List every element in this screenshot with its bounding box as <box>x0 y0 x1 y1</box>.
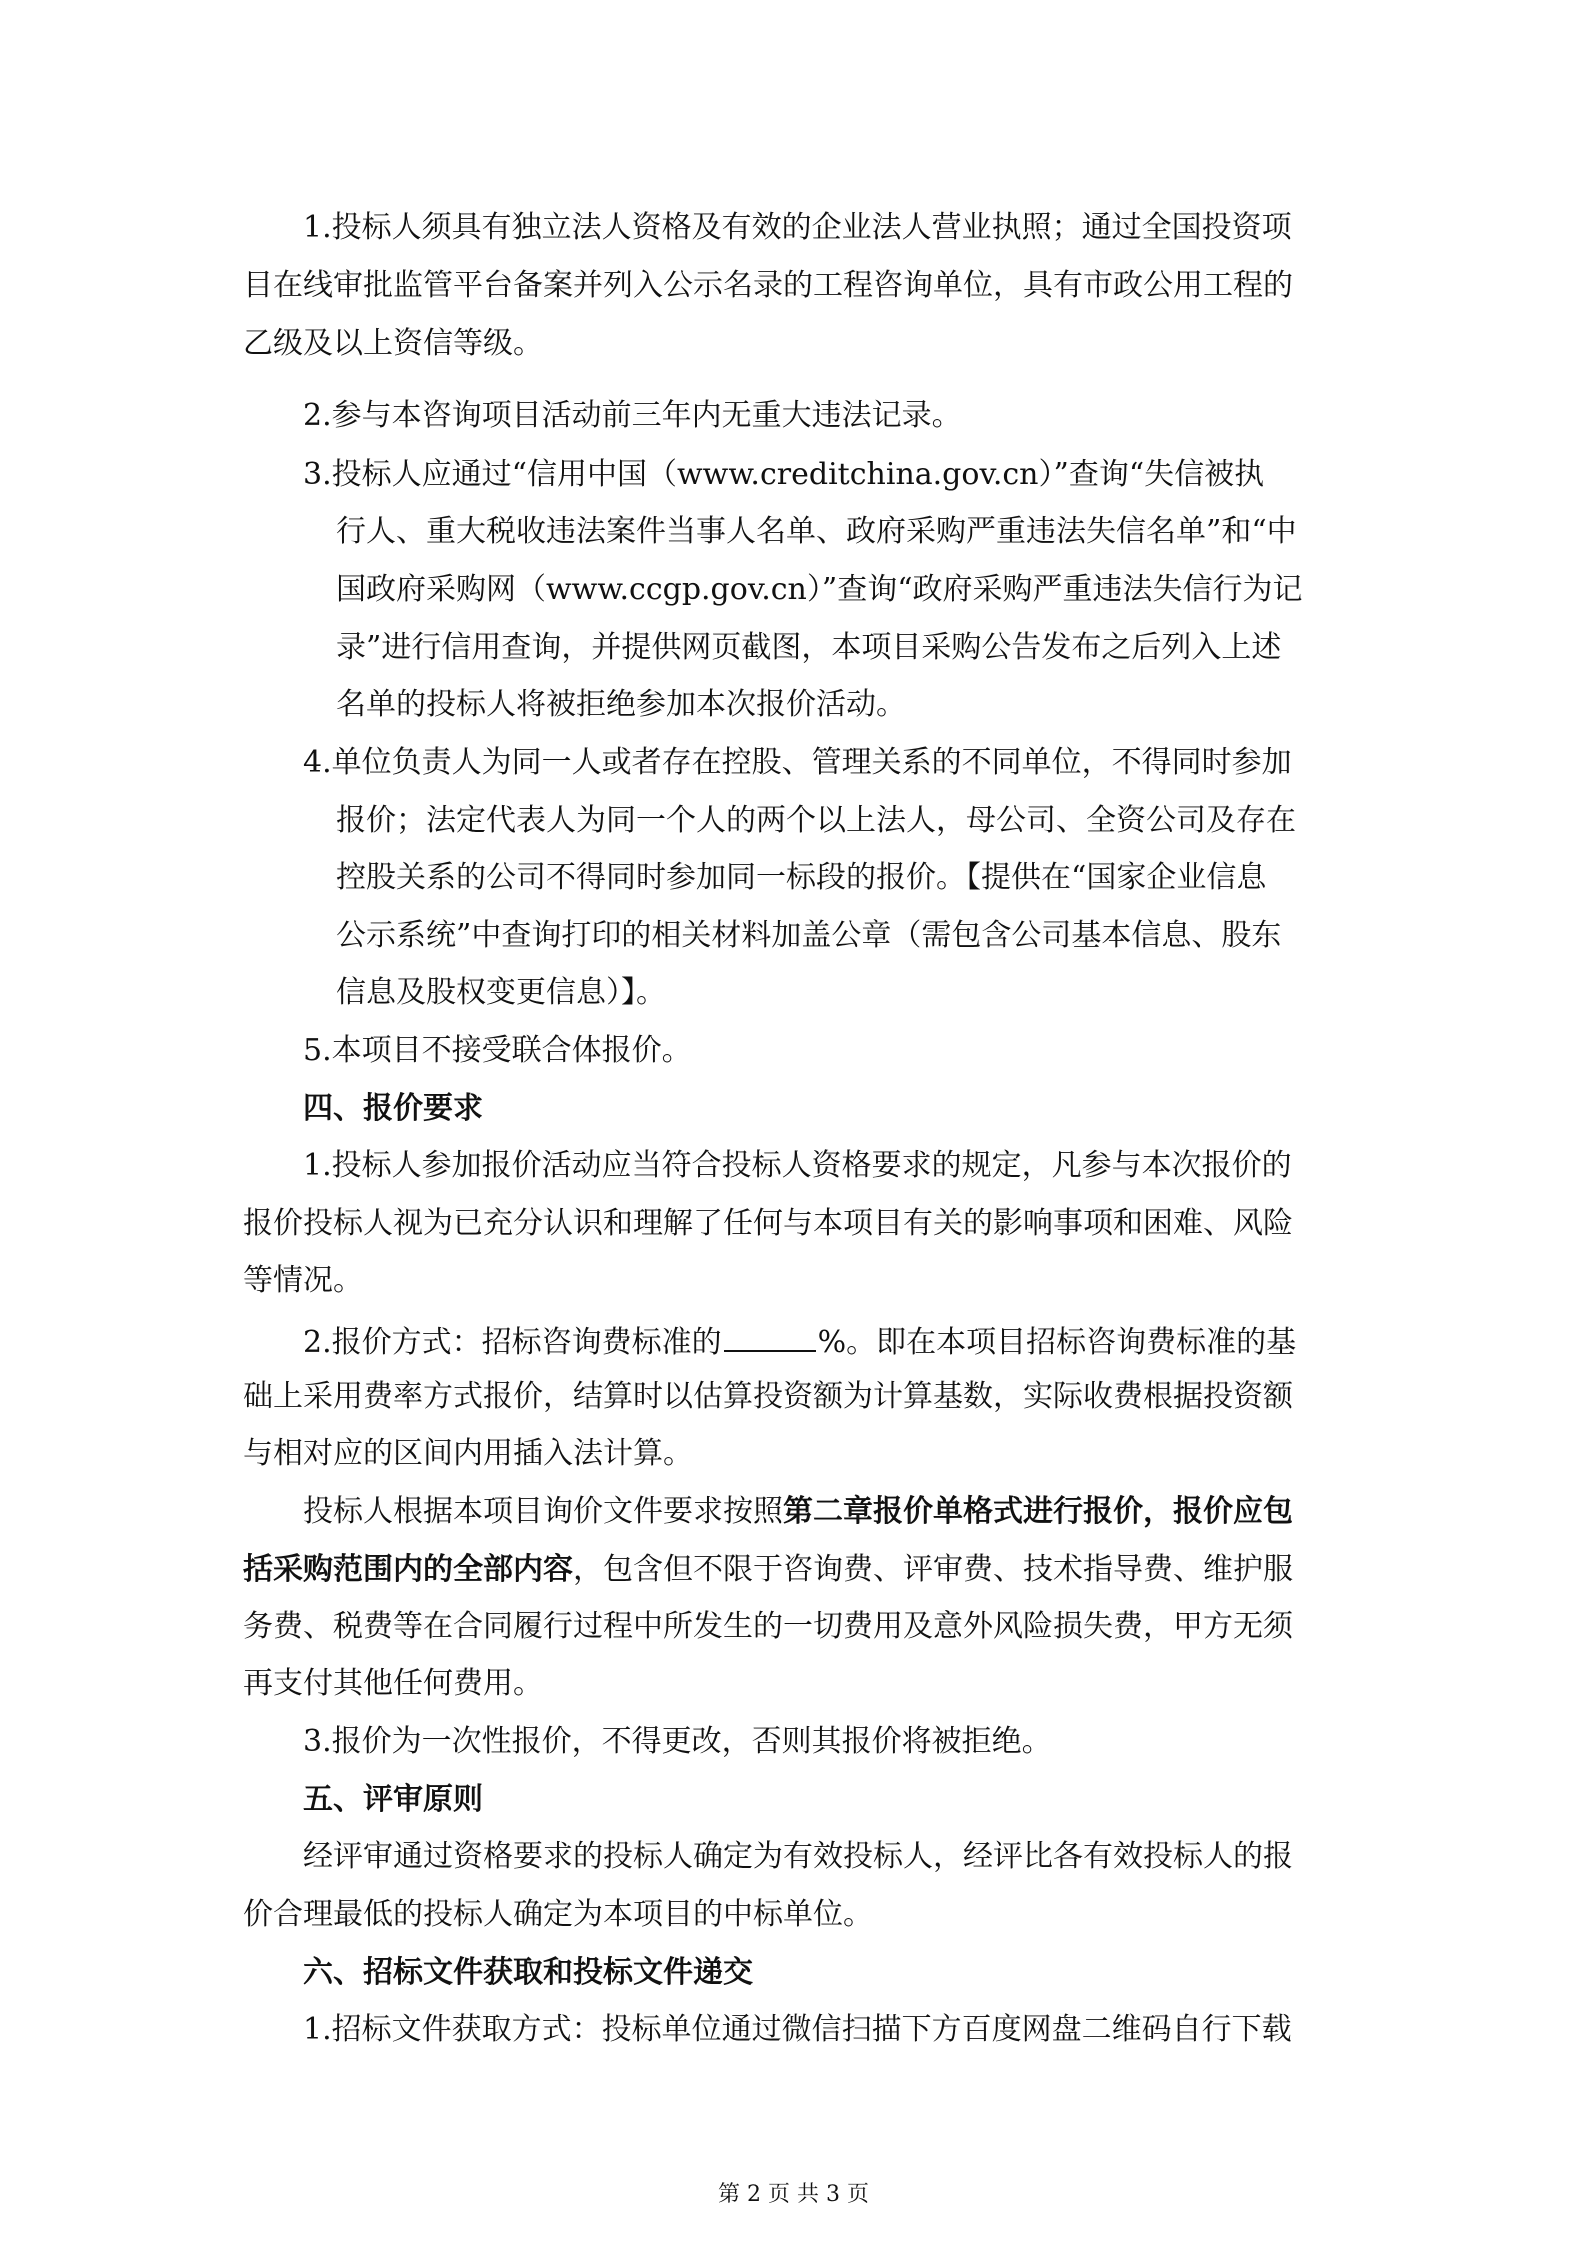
qualification-item-3-line-4: 录”进行信用查询，并提供网页截图，本项目采购公告发布之后列入上述 <box>336 630 1282 665</box>
quote-item-2-text-b: %。即在本项目招标咨询费标准的基 <box>817 1325 1297 1360</box>
qualification-item-1-line-1: 1.投标人须具有独立法人资格及有效的企业法人营业执照；通过全国投资项 <box>303 210 1292 245</box>
qualification-item-3-line-2: 行人、重大税收违法案件当事人名单、政府采购严重违法失信名单”和“中 <box>336 514 1297 549</box>
section-5-heading: 五、评审原则 <box>303 1782 483 1817</box>
quote-para-line-4: 再支付其他任何费用。 <box>243 1666 543 1701</box>
qualification-item-4-line-3: 控股关系的公司不得同时参加同一标段的报价。【提供在“国家企业信息 <box>336 860 1267 895</box>
qualification-item-2: 2.参与本咨询项目活动前三年内无重大违法记录。 <box>303 398 962 433</box>
quote-para-text-b: ，包含但不限于咨询费、评审费、技术指导费、维护服 <box>573 1552 1293 1587</box>
quote-para-text-a: 投标人根据本项目询价文件要求按照 <box>303 1494 783 1529</box>
qualification-item-3-line-1: 3.投标人应通过“信用中国（www.creditchina.gov.cn）”查询“失信被执 <box>303 457 1265 492</box>
page-number-footer: 第 2 页 共 3 页 <box>718 2182 869 2207</box>
quote-item-3: 3.报价为一次性报价，不得更改，否则其报价将被拒绝。 <box>303 1724 1052 1759</box>
quote-item-1-line-1: 1.投标人参加报价活动应当符合投标人资格要求的规定，凡参与本次报价的 <box>303 1148 1292 1183</box>
quote-item-2-line-3: 与相对应的区间内用插入法计算。 <box>243 1436 693 1471</box>
quote-item-2-text-a: 2.报价方式：招标咨询费标准的 <box>303 1325 722 1360</box>
section-6-heading: 六、招标文件获取和投标文件递交 <box>303 1955 753 1990</box>
quote-item-1-line-2: 报价投标人视为已充分认识和理解了任何与本项目有关的影响事项和困难、风险 <box>243 1206 1293 1241</box>
quote-item-2-line-2: 础上采用费率方式报价，结算时以估算投资额为计算基数，实际收费根据投资额 <box>243 1379 1293 1414</box>
quote-para-line-3: 务费、税费等在合同履行过程中所发生的一切费用及意外风险损失费，甲方无须 <box>243 1609 1293 1644</box>
qualification-item-4-line-5: 信息及股权变更信息）】。 <box>336 975 666 1010</box>
qualification-item-4-line-2: 报价；法定代表人为同一个人的两个以上法人，母公司、全资公司及存在 <box>336 803 1296 838</box>
quote-item-2-line-1 <box>303 1324 1296 1358</box>
quote-para-line-1 <box>303 1494 1293 1529</box>
qualification-item-5: 5.本项目不接受联合体报价。 <box>303 1033 692 1068</box>
document-acquisition-item-1: 1.招标文件获取方式：投标单位通过微信扫描下方百度网盘二维码自行下载 <box>303 2012 1292 2047</box>
quote-para-line-2 <box>243 1552 1293 1587</box>
review-principle-line-1: 经评审通过资格要求的投标人确定为有效投标人，经评比各有效投标人的报 <box>303 1839 1293 1874</box>
qualification-item-3-line-3: 国政府采购网（www.ccgp.gov.cn）”查询“政府采购严重违法失信行为记 <box>336 572 1303 607</box>
qualification-item-1-line-2: 目在线审批监管平台备案并列入公示名录的工程咨询单位，具有市政公用工程的 <box>243 268 1293 303</box>
rate-blank-underline <box>724 1324 816 1352</box>
qualification-item-1-line-3: 乙级及以上资信等级。 <box>243 326 543 361</box>
qualification-item-4-line-1: 4.单位负责人为同一人或者存在控股、管理关系的不同单位，不得同时参加 <box>303 745 1292 780</box>
quote-item-1-line-3: 等情况。 <box>243 1263 363 1298</box>
qualification-item-3-line-5: 名单的投标人将被拒绝参加本次报价活动。 <box>336 687 906 722</box>
review-principle-line-2: 价合理最低的投标人确定为本项目的中标单位。 <box>243 1897 873 1932</box>
quote-para-bold-b: 括采购范围内的全部内容 <box>243 1552 573 1587</box>
section-4-heading: 四、报价要求 <box>303 1091 483 1126</box>
qualification-item-4-line-4: 公示系统”中查询打印的相关材料加盖公章（需包含公司基本信息、股东 <box>336 918 1282 953</box>
quote-para-bold-a: 第二章报价单格式进行报价，报价应包 <box>783 1494 1293 1529</box>
